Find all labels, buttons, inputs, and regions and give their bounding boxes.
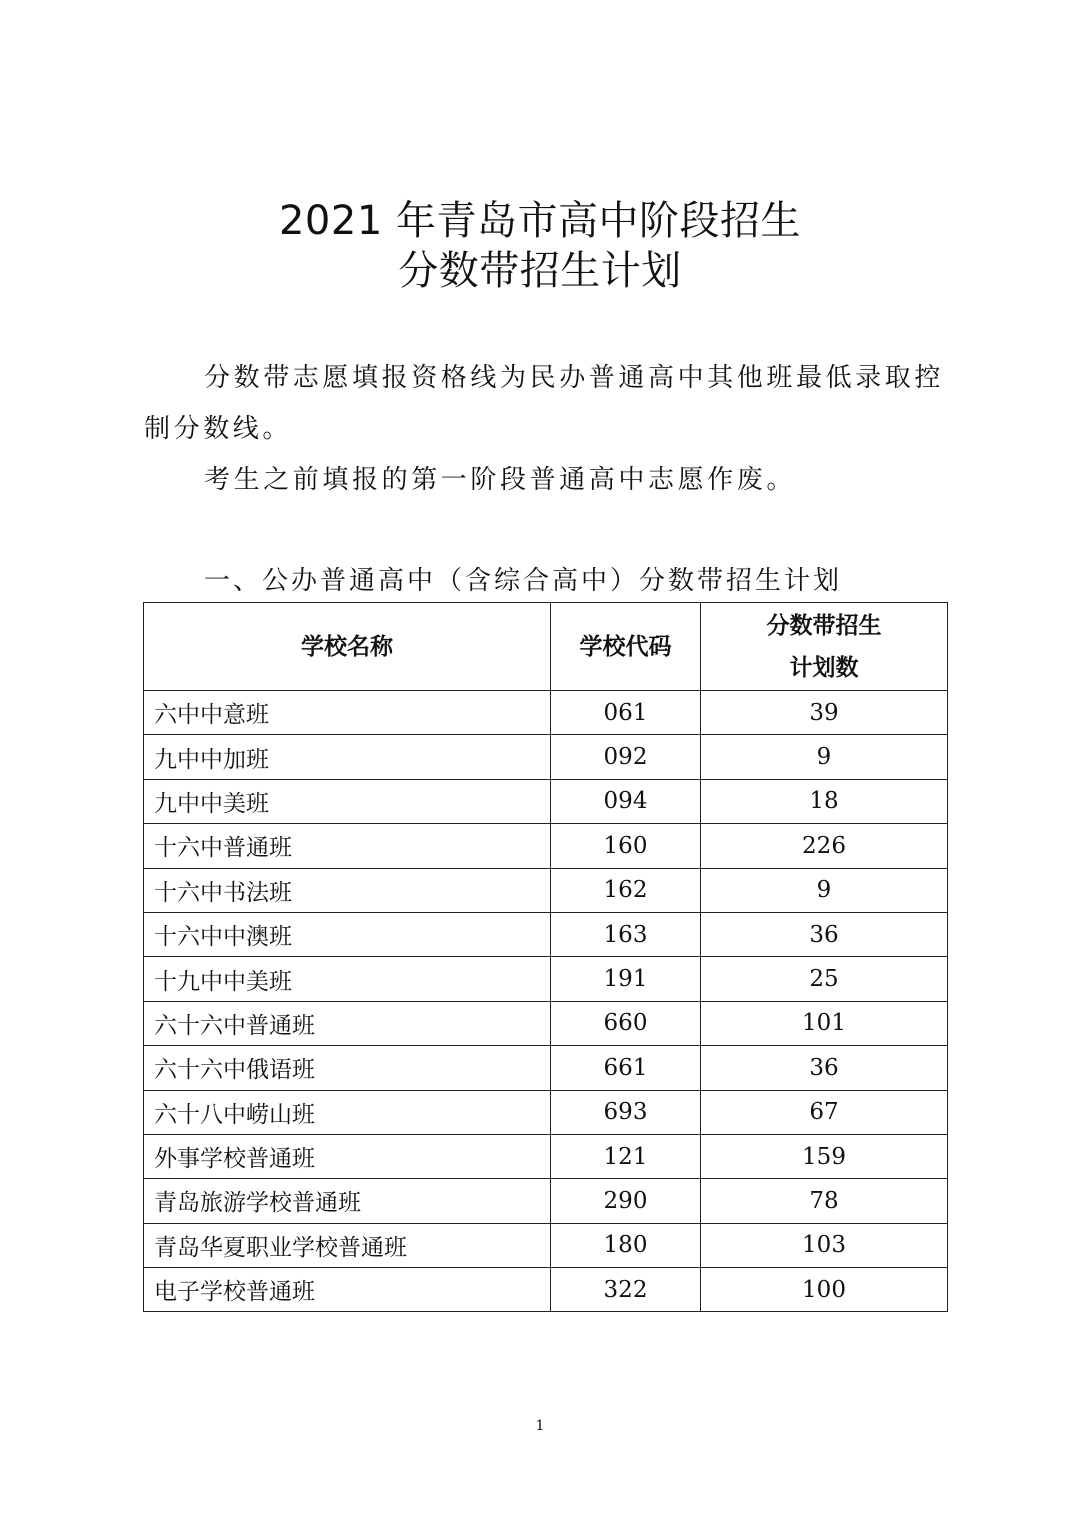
section-heading: 一、公办普通高中（含综合高中）分数带招生计划 <box>204 566 843 596</box>
plan-count-cell: 226 <box>701 824 948 868</box>
table-row <box>144 868 948 912</box>
title-line-2: 分数带招生计划 <box>398 248 682 294</box>
plan-count-cell: 9 <box>701 868 948 912</box>
school-name-cell: 青岛旅游学校普通班 <box>144 1179 551 1223</box>
school-code-cell: 121 <box>551 1134 701 1178</box>
plan-count-cell: 25 <box>701 957 948 1001</box>
school-code-cell: 180 <box>551 1223 701 1267</box>
plan-count-cell: 36 <box>701 912 948 956</box>
school-code-cell: 162 <box>551 868 701 912</box>
table-header-row <box>144 603 948 691</box>
table-row <box>144 1223 948 1267</box>
plan-count-cell: 9 <box>701 735 948 779</box>
school-name-cell: 外事学校普通班 <box>144 1134 551 1178</box>
school-code-cell: 322 <box>551 1268 701 1312</box>
school-name-cell: 十九中中美班 <box>144 957 551 1001</box>
plan-count-cell: 103 <box>701 1223 948 1267</box>
table-row <box>144 1046 948 1090</box>
plan-count-cell: 67 <box>701 1090 948 1134</box>
school-code-cell: 094 <box>551 779 701 823</box>
void-notice-paragraph: 考生之前填报的第一阶段普通高中志愿作废。 <box>204 465 797 495</box>
school-name-cell: 九中中美班 <box>144 779 551 823</box>
school-code-cell: 290 <box>551 1179 701 1223</box>
school-name-cell: 电子学校普通班 <box>144 1268 551 1312</box>
header-school-code: 学校代码 <box>551 603 701 691</box>
school-code-cell: 160 <box>551 824 701 868</box>
school-name-cell: 六十六中普通班 <box>144 1001 551 1045</box>
school-name-cell: 六中中意班 <box>144 691 551 735</box>
table-row <box>144 912 948 956</box>
plan-count-cell: 101 <box>701 1001 948 1045</box>
school-code-cell: 092 <box>551 735 701 779</box>
school-code-cell: 061 <box>551 691 701 735</box>
school-code-cell: 191 <box>551 957 701 1001</box>
plan-count-cell: 100 <box>701 1268 948 1312</box>
school-code-cell: 661 <box>551 1046 701 1090</box>
header-plan-line-2: 计划数 <box>789 653 859 681</box>
table-row <box>144 824 948 868</box>
header-plan-line-1: 分数带招生 <box>766 611 882 639</box>
table-row <box>144 957 948 1001</box>
school-name-cell: 青岛华夏职业学校普通班 <box>144 1223 551 1267</box>
school-code-cell: 660 <box>551 1001 701 1045</box>
header-school-name: 学校名称 <box>144 603 551 691</box>
school-name-cell: 十六中普通班 <box>144 824 551 868</box>
table-row <box>144 779 948 823</box>
table-row <box>144 1090 948 1134</box>
school-code-cell: 163 <box>551 912 701 956</box>
enrollment-plan-table <box>143 602 948 1312</box>
table-row <box>144 1134 948 1178</box>
school-name-cell: 九中中加班 <box>144 735 551 779</box>
plan-count-cell: 159 <box>701 1134 948 1178</box>
table-row <box>144 735 948 779</box>
school-code-cell: 693 <box>551 1090 701 1134</box>
school-name-cell: 六十八中崂山班 <box>144 1090 551 1134</box>
page-title <box>0 196 1080 296</box>
plan-count-cell: 39 <box>701 691 948 735</box>
school-name-cell: 十六中中澳班 <box>144 912 551 956</box>
table-row <box>144 1268 948 1312</box>
table-row <box>144 1001 948 1045</box>
school-name-cell: 十六中书法班 <box>144 868 551 912</box>
header-plan-count <box>701 603 948 691</box>
qualification-paragraph: 分数带志愿填报资格线为民办普通高中其他班最低录取控制分数线。 <box>144 363 945 444</box>
title-line-1: 2021 年青岛市高中阶段招生 <box>278 198 801 244</box>
plan-count-cell: 18 <box>701 779 948 823</box>
table-row <box>144 1179 948 1223</box>
school-name-cell: 六十六中俄语班 <box>144 1046 551 1090</box>
plan-count-cell: 36 <box>701 1046 948 1090</box>
plan-count-cell: 78 <box>701 1179 948 1223</box>
page-number: 1 <box>535 1418 545 1434</box>
table-row <box>144 691 948 735</box>
